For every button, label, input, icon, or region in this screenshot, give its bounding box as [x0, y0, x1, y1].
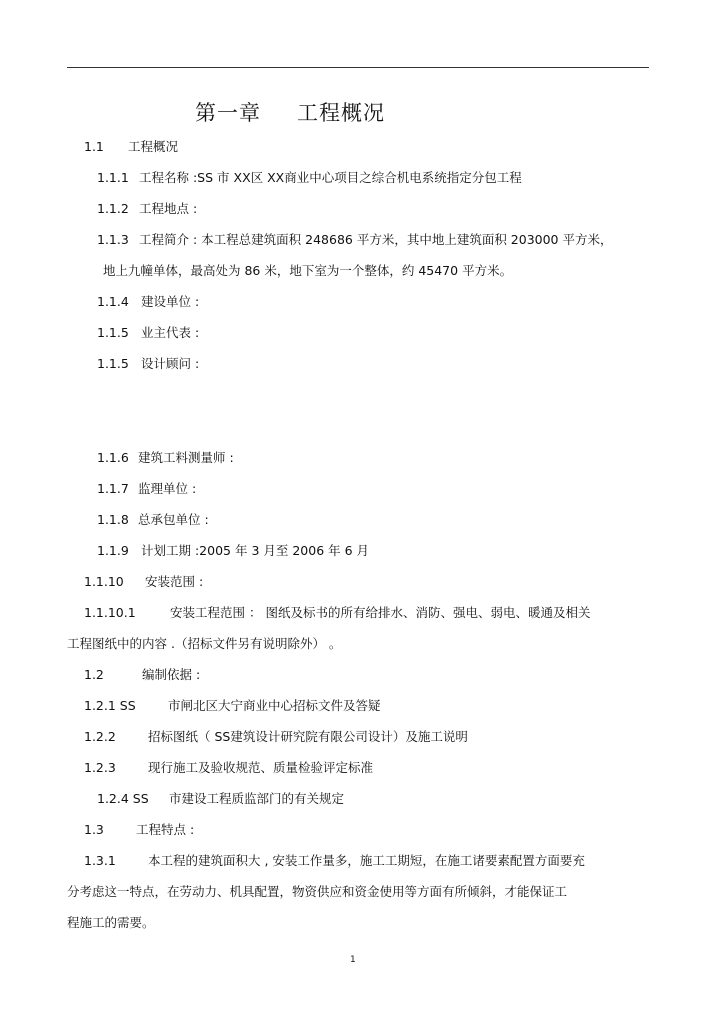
section-line: 1.2 编制依据 :	[84, 667, 201, 682]
section-line: 1.1.5 业主代表 :	[97, 325, 200, 340]
chapter-title	[0, 97, 580, 127]
header-rule	[67, 67, 649, 68]
section-line: 1.2.2 招标图纸（ SS建筑设计研究院有限公司设计）及施工说明	[84, 729, 468, 744]
section-line: 1.3 工程特点 :	[84, 822, 195, 837]
section-line: 1.1.3 工程简介 : 本工程总建筑面积 248686 平方米，其中地上建筑面积 203000 平方米，	[97, 232, 613, 247]
section-line: 1.1.7 监理单位 :	[97, 481, 197, 496]
section-line: 1.3.1 本工程的建筑面积大 , 安装工作量多，施工工期短，在施工诸要素配置方面要充	[84, 853, 585, 868]
section-line: 1.1.5 设计顾问 :	[97, 356, 200, 371]
section-line-continued: 程施工的需要。	[67, 915, 155, 930]
section-line: 1.1.6 建筑工料测量师 :	[97, 450, 234, 465]
section-line: 1.1.2 工程地点 :	[97, 201, 198, 216]
section-line: 1.1.4 建设单位 :	[97, 294, 200, 309]
section-line: 1.1.10.1 安装工程范围 ： 图纸及标书的所有给排水、消防、强电、弱电、暖通及相关	[84, 605, 591, 620]
section-line-continued: 分考虑这一特点，在劳动力、机具配置，物资供应和资金使用等方面有所倾斜，才能保证工	[67, 884, 568, 899]
section-line-continued: 地上九幢单体，最高处为 86 米，地下室为一个整体，约 45470 平方米。	[103, 263, 513, 278]
section-line: 1.1 工程概况	[84, 139, 179, 154]
chapter-heading: 工程概况	[297, 101, 385, 125]
section-line: 1.2.3 现行施工及验收规范、质量检验评定标准	[84, 760, 374, 775]
section-line: 1.1.10 安装范围 :	[84, 574, 204, 589]
section-line: 1.1.8 总承包单位 :	[97, 512, 209, 527]
chapter-number: 第一章	[195, 101, 261, 125]
section-line: 1.1.1 工程名称 :SS 市 XX区 XX商业中心项目之综合机电系统指定分包工程	[97, 170, 522, 185]
section-line: 1.2.1 SS 市闸北区大宁商业中心招标文件及答疑	[84, 698, 381, 713]
page-number: 1	[350, 955, 356, 965]
section-line: 1.2.4 SS 市建设工程质监部门的有关规定	[97, 791, 345, 806]
section-line-continued: 工程图纸中的内容 .（招标文件另有说明除外） 。	[67, 636, 342, 651]
section-line: 1.1.9 计划工期 :2005 年 3 月至 2006 年 6 月	[97, 543, 370, 558]
